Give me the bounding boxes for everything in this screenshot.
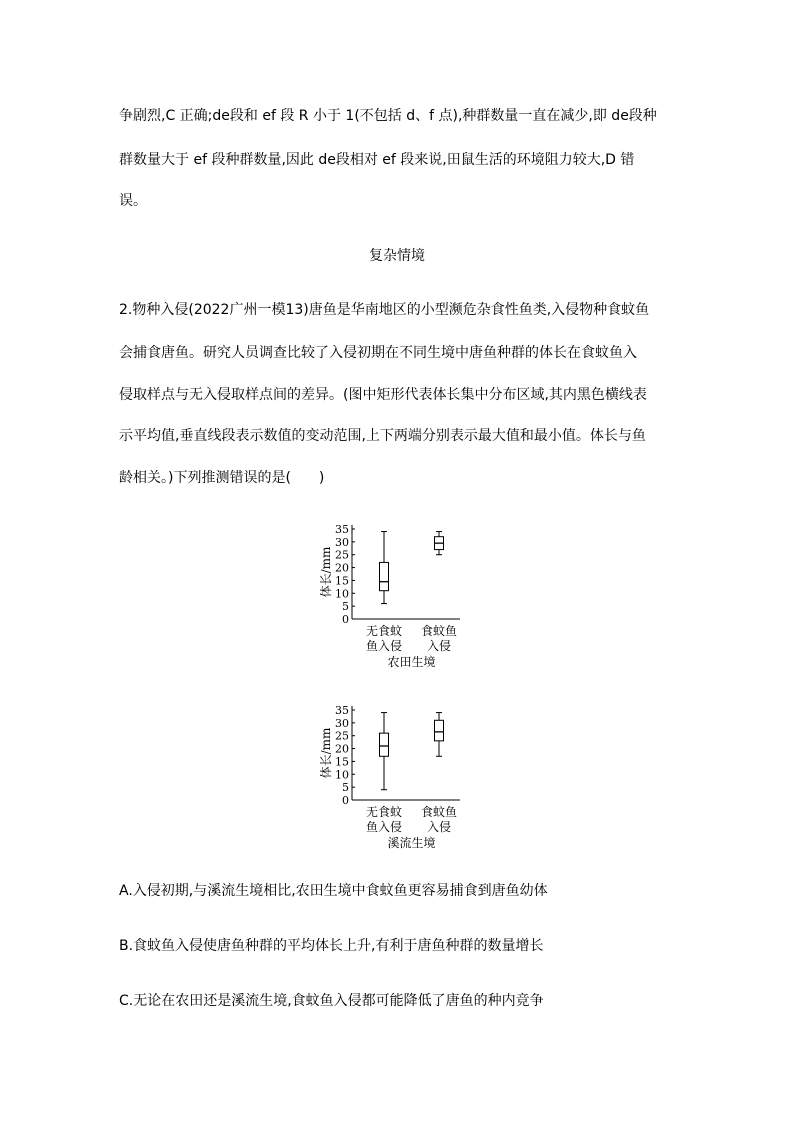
y-axis-label: 体长/mm xyxy=(319,727,333,779)
farmland-boxplot xyxy=(310,515,490,675)
y-tick-label: 25 xyxy=(335,548,349,562)
y-tick-label: 30 xyxy=(335,535,349,549)
y-tick xyxy=(342,794,355,807)
prev-answer-line-2: 群数量大于 ef 段种群数量,因此 de段相对 ef 段来说,田鼠生活的环境阻力较大,D 错 xyxy=(119,152,635,168)
category-label: 食蚊鱼 xyxy=(420,624,458,638)
category-label: 无食蚊 xyxy=(365,805,403,819)
y-tick-label: 5 xyxy=(342,781,349,795)
category-label: 食蚊鱼 xyxy=(420,805,458,819)
box xyxy=(380,562,389,590)
y-tick-label: 5 xyxy=(342,600,349,614)
y-tick-label: 30 xyxy=(335,716,349,730)
section-heading: 复杂情境 xyxy=(369,248,425,264)
option-c: C.无论在农田还是溪流生境,食蚊鱼入侵都可能降低了唐鱼的种内竞争 xyxy=(119,993,544,1009)
category-label: 入侵 xyxy=(426,639,452,653)
box xyxy=(380,733,389,756)
chart-title: 溪流生境 xyxy=(387,836,436,850)
question-line-2: 会捕食唐鱼。研究人员调查比较了入侵初期在不同生境中唐鱼种群的体长在食蚊鱼入 xyxy=(119,345,637,361)
category-label: 鱼入侵 xyxy=(365,639,403,653)
stream-boxplot xyxy=(310,696,490,856)
y-tick xyxy=(342,781,355,794)
y-tick-label: 10 xyxy=(335,768,349,782)
prev-answer-line-1: 争剧烈,C 正确;de段和 ef 段 R 小于 1(不包括 d、f 点),种群数量一直在减少,即 de段种 xyxy=(119,108,657,124)
y-tick-label: 20 xyxy=(335,561,349,575)
y-tick-label: 10 xyxy=(335,587,349,601)
y-tick-label: 35 xyxy=(335,704,349,717)
y-tick-label: 0 xyxy=(342,613,349,626)
y-tick-label: 15 xyxy=(335,755,349,769)
y-tick-label: 15 xyxy=(335,574,349,588)
y-tick-label: 35 xyxy=(335,523,349,536)
y-axis-label: 体长/mm xyxy=(319,546,333,598)
category-label: 无食蚊 xyxy=(365,624,403,638)
option-a: A.入侵初期,与溪流生境相比,农田生境中食蚊鱼更容易捕食到唐鱼幼体 xyxy=(119,883,548,899)
y-tick-label: 20 xyxy=(335,742,349,756)
y-tick xyxy=(342,613,355,626)
question-line-3: 侵取样点与无入侵取样点间的差异。(图中矩形代表体长集中分布区域,其内黑色横线表 xyxy=(119,387,647,403)
category-label: 鱼入侵 xyxy=(365,820,403,834)
box xyxy=(435,720,444,741)
prev-answer-line-3: 误。 xyxy=(119,193,147,209)
category-label: 入侵 xyxy=(426,820,452,834)
option-b: B.食蚊鱼入侵使唐鱼种群的平均体长上升,有利于唐鱼种群的数量增长 xyxy=(119,938,544,954)
question-line-4: 示平均值,垂直线段表示数值的变动范围,上下两端分别表示最大值和最小值。体长与鱼 xyxy=(119,428,646,444)
chart-title: 农田生境 xyxy=(387,655,436,669)
y-tick-label: 0 xyxy=(342,794,349,807)
y-tick xyxy=(342,600,355,613)
y-tick-label: 25 xyxy=(335,729,349,743)
question-line-5: 龄相关。)下列推测错误的是( ) xyxy=(119,470,325,486)
question-line-1: 2.物种入侵(2022广州一模13)唐鱼是华南地区的小型濒危杂食性鱼类,入侵物种食蚊鱼 xyxy=(119,302,650,318)
